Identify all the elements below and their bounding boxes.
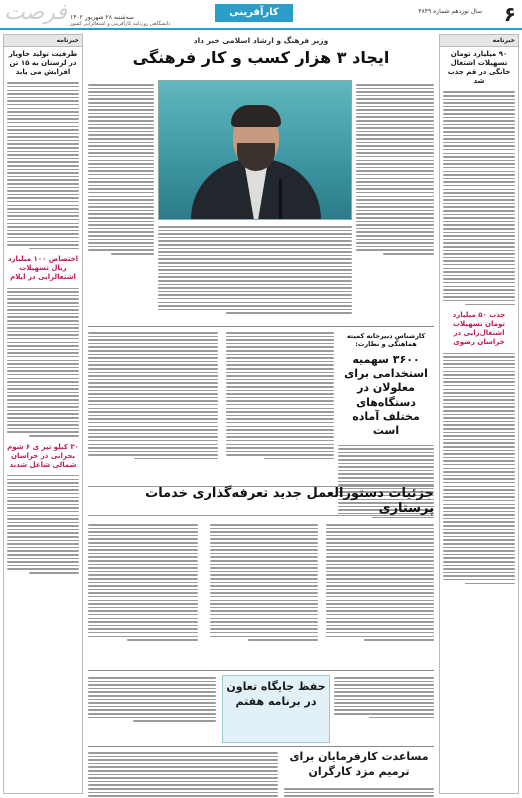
section-name-badge: کارآفرینی: [215, 4, 293, 22]
tagline: دانشگاهی روزنامه کارآفرینی و اشتغالزایی کشور: [70, 21, 171, 27]
side-story-title: ظرفیت تولید خاویار در لرستان به ۱۵ تن افزایش می یابد: [8, 50, 78, 77]
tariff-story-body: [326, 522, 434, 643]
main-story-headline: ایجاد ۳ هزار کسب و کار فرهنگی: [132, 48, 390, 67]
tariff-story-body: [88, 522, 198, 643]
section-divider: [88, 746, 434, 747]
date-info: سه‌شنبه ۲۸ شهریور ۱۴۰۲: [70, 14, 134, 21]
box-story-kicker: کارشناس دبیرخانه کمیته هماهنگی و نظارت:: [346, 332, 426, 349]
side-story-body: [4, 472, 82, 577]
employer-story-headline: مساعدت کارفرمایان برای ترمیم مزد کارگران: [289, 750, 429, 778]
side-story-body: [4, 285, 82, 440]
side-story-body: [440, 349, 518, 587]
cooperative-story-body: [88, 675, 216, 724]
employer-story-body: [284, 786, 434, 798]
section-divider: [88, 326, 434, 327]
header-rule: [0, 28, 522, 30]
newspaper-logo: فرصت: [4, 0, 67, 25]
main-story-kicker: وزیر فرهنگ و ارشاد اسلامی خبر داد: [193, 36, 329, 45]
cooperative-story-box: [222, 675, 330, 743]
main-story-body: [88, 82, 154, 257]
tariff-story-headline-band: [88, 486, 434, 516]
box-story-body: [88, 330, 218, 461]
page-number: ۶: [503, 2, 516, 26]
minister-photo: [158, 80, 352, 220]
page-header: [0, 0, 522, 30]
side-story-title: اختصاص ۱۰۰ میلیارد ریال تسهیلات اشتغالزایی در ایلام: [7, 255, 79, 282]
column-tag: خبرنامه: [440, 35, 518, 47]
section-divider: [88, 670, 434, 671]
main-story-body: [356, 82, 434, 257]
side-story-title: ۳۰ کیلو تیر ی ۶ شوم بحرانی در خراسان شمالی شاغل شدند: [7, 442, 79, 469]
main-story-body: [158, 224, 352, 316]
employer-story-body: [88, 750, 278, 798]
box-story-headline: ۳۶۰۰ سهمیه استخدامی برای معلولان در دستگاه‌های مختلف آماده است: [344, 352, 428, 438]
center-content: [88, 34, 434, 794]
side-story-body: [4, 79, 82, 252]
side-story-title: جذب ۵۰ میلیارد تومان تسهیلات اشتغال‌زایی در خراسان رضوی: [452, 311, 506, 347]
right-news-column: [439, 34, 519, 794]
cooperative-story-body: [334, 675, 434, 720]
left-news-column: [3, 34, 83, 794]
cooperative-story-headline: حفظ جایگاه تعاون در برنامه هفتم: [226, 680, 326, 708]
box-story-body: [226, 330, 334, 461]
side-story-body: [440, 88, 518, 308]
tariff-story-body: [210, 522, 318, 643]
issue-info: سال نوزدهم شماره ۳۸۴۹: [418, 8, 482, 15]
column-tag: خبرنامه: [4, 35, 82, 47]
side-story-title: ۹۰ میلیارد تومان تسهیلات اشتغال خانگی در قم جذب شد: [447, 50, 511, 86]
tariff-story-headline: جزئیات دستورالعمل جدید تعرفه‌گذاری خدمات پرستاری: [145, 486, 434, 516]
